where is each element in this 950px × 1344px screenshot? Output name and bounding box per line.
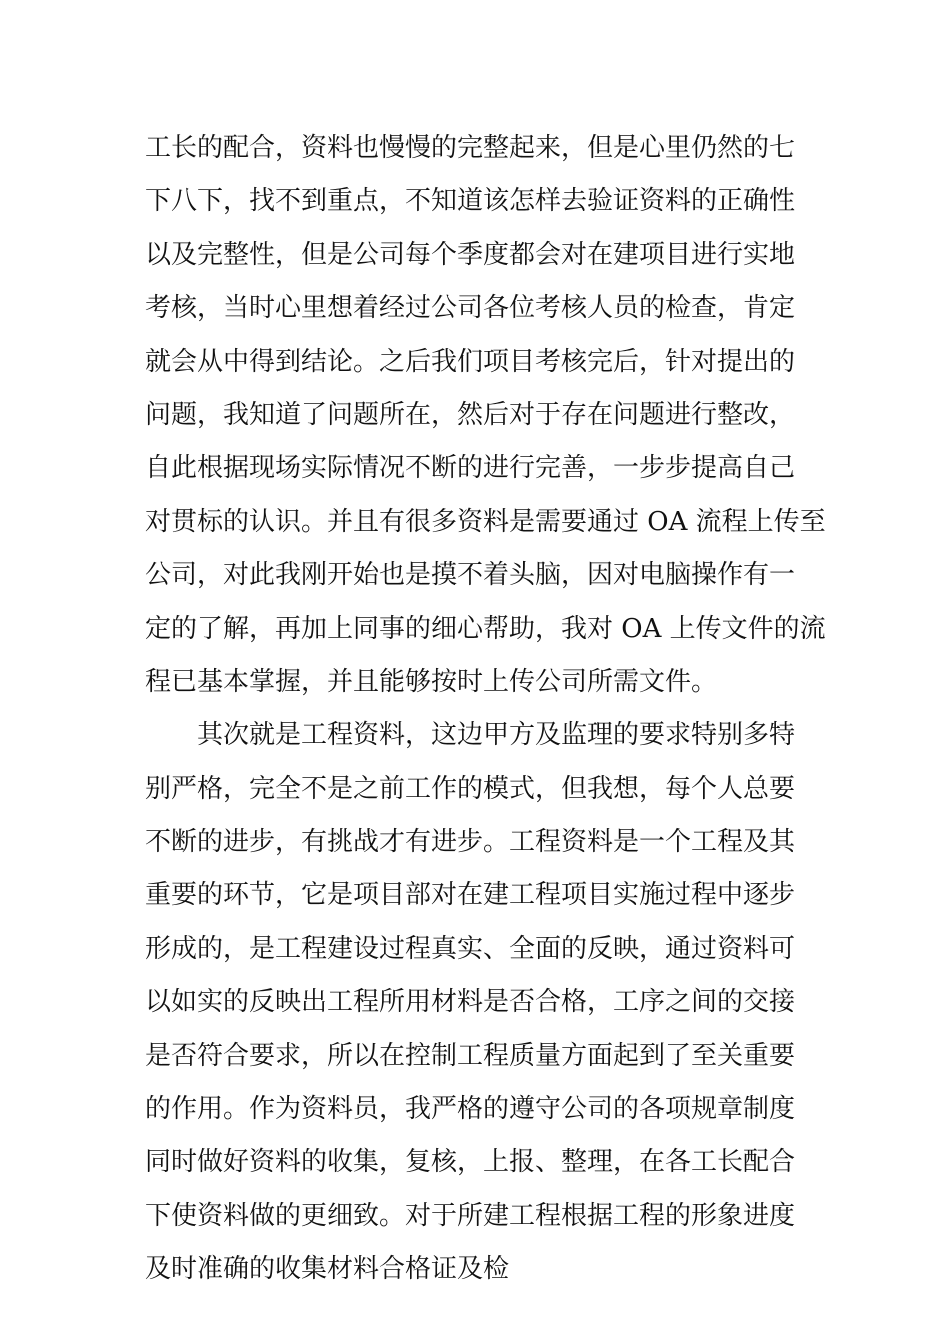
text-line: 的作用。作为资料员，我严格的遵守公司的各项规章制度 [145,1094,796,1125]
text-line: 工长的配合，资料也慢慢的完整起来，但是心里仍然的七 [145,133,796,163]
text-line: 重要的环节，它是项目部对在建工程项目实施过程中逐步 [145,880,796,911]
text-line: 是否符合要求，所以在控制工程质量方面起到了至关重要 [145,1040,796,1071]
text-line: 问题，我知道了问题所在，然后对于存在问题进行整改， [145,399,796,430]
text-line: 定的了解，再加上同事的细心帮助，我对 OA 上传文件的流 [145,613,826,644]
text-line: 形成的，是工程建设过程真实、全面的反映，通过资料可 [145,933,796,964]
text-line: 别严格，完全不是之前工作的模式，但我想，每个人总要 [145,773,796,804]
paragraph-start-line: 其次就是工程资料，这边甲方及监理的要求特别多特 [197,720,796,751]
text-line: 下八下，找不到重点，不知道该怎样去验证资料的正确性 [145,186,796,217]
body-text [145,122,825,1297]
text-line: 对贯标的认识。并且有很多资料是需要通过 OA 流程上传至 [145,506,826,537]
text-line: 公司，对此我刚开始也是摸不着头脑，因对电脑操作有一 [145,560,796,591]
text-line: 以如实的反映出工程所用材料是否合格，工序之间的交接 [145,987,796,1018]
text-line: 考核，当时心里想着经过公司各位考核人员的检查，肯定 [145,293,796,324]
text-line: 就会从中得到结论。之后我们项目考核完后，针对提出的 [145,346,796,377]
text-line: 下使资料做的更细致。对于所建工程根据工程的形象进度 [145,1200,796,1231]
text-line: 不断的进步，有挑战才有进步。工程资料是一个工程及其 [145,827,796,858]
text-line: 及时准确的收集材料合格证及检 [145,1254,510,1285]
text-line: 程已基本掌握，并且能够按时上传公司所需文件。 [145,666,718,697]
text-line: 同时做好资料的收集，复核，上报、整理，在各工长配合 [145,1147,796,1178]
text-line: 自此根据现场实际情况不断的进行完善，一步步提高自己 [145,453,796,484]
text-line: 以及完整性，但是公司每个季度都会对在建项目进行实地 [145,239,796,270]
